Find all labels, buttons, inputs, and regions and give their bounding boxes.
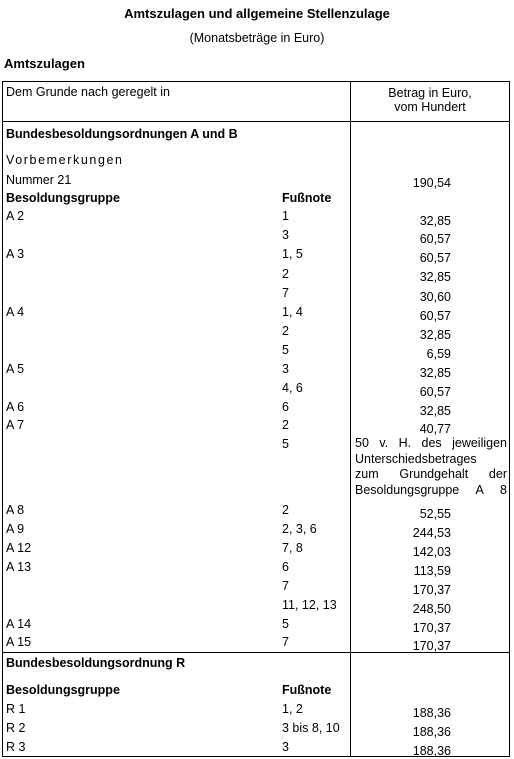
table-row-group: A 14 xyxy=(6,617,32,631)
table-row-value: 188,36 xyxy=(412,744,451,758)
table-row-value: 188,36 xyxy=(412,706,451,720)
table-row-footnote: 2 xyxy=(282,503,289,517)
a7-note xyxy=(355,436,507,498)
a7-note-line: 50 v. H. des jeweiligen xyxy=(355,436,507,450)
table-row-footnote: 1 xyxy=(282,209,289,223)
table-row-footnote: 1, 2 xyxy=(282,702,303,716)
table-row-value: 60,57 xyxy=(419,251,451,265)
table-row-value: 60,57 xyxy=(419,232,451,246)
table-row-group: R 3 xyxy=(6,740,26,754)
table-row-footnote: 11, 12, 13 xyxy=(282,598,337,612)
table-row-value: 52,55 xyxy=(419,507,451,521)
table-row-value: 32,85 xyxy=(419,328,451,342)
nummer-label: Nummer 21 xyxy=(6,173,72,187)
table-row-value: 6,59 xyxy=(426,347,451,361)
table-row-footnote: 1, 5 xyxy=(282,247,303,261)
table-row-group: A 4 xyxy=(6,305,25,319)
table-row-group: A 6 xyxy=(6,400,25,414)
header-right-line1: Betrag in Euro, xyxy=(388,86,472,100)
table-row-footnote: 5 xyxy=(282,437,289,451)
table-row-footnote: 2 xyxy=(282,324,289,338)
vorbemerkungen-label: Vorbemerkungen xyxy=(6,153,124,167)
table-row-group: A 12 xyxy=(6,541,32,555)
table-row-footnote: 5 xyxy=(282,617,289,631)
table-row-value: 244,53 xyxy=(412,526,451,540)
table-row-value: 170,37 xyxy=(412,639,451,653)
table-row-group: A 2 xyxy=(6,209,25,223)
table-row-footnote: 3 xyxy=(282,228,289,242)
header-left: Dem Grunde nach geregelt in xyxy=(6,85,170,99)
table-row-value: 30,60 xyxy=(419,290,451,304)
table-row-value: 60,57 xyxy=(419,385,451,399)
nummer-value: 190,54 xyxy=(412,176,451,190)
table-row-footnote: 6 xyxy=(282,560,289,574)
col-group-header-r: Besoldungsgruppe xyxy=(6,683,120,697)
table-row-footnote: 5 xyxy=(282,343,289,357)
col-group-header: Besoldungsgruppe xyxy=(6,191,120,205)
table-row-footnote: 7 xyxy=(282,579,289,593)
table-row-group: A 8 xyxy=(6,503,25,517)
table-row-group: A 5 xyxy=(6,362,25,376)
a7-note-line: Besoldungsgruppe A 8 xyxy=(355,482,507,497)
table-row-group: A 13 xyxy=(6,560,32,574)
table-row-footnote: 2 xyxy=(282,267,289,281)
table-row-group: A 7 xyxy=(6,418,25,432)
a7-note-line: zum Grundgehalt der xyxy=(355,467,507,481)
part-ab-heading: Bundesbesoldungsordnungen A und B xyxy=(6,127,238,141)
table-row-footnote: 6 xyxy=(282,400,289,414)
col-footnote-header-r: Fußnote xyxy=(282,683,332,697)
table-row-group: R 1 xyxy=(6,702,26,716)
table-row-value: 142,03 xyxy=(412,545,451,559)
table-row-group: R 2 xyxy=(6,721,26,735)
table-row-value: 170,37 xyxy=(412,621,451,635)
table-row-footnote: 2 xyxy=(282,418,289,432)
table-row-footnote: 3 bis 8, 10 xyxy=(282,721,340,735)
table-row-value: 32,85 xyxy=(419,270,451,284)
col-footnote-header: Fußnote xyxy=(282,191,332,205)
table-row-value: 188,36 xyxy=(412,725,451,739)
table-row-value: 32,85 xyxy=(419,404,451,418)
page-subtitle: (Monatsbeträge in Euro) xyxy=(189,31,325,45)
header-divider xyxy=(3,121,509,122)
part-r-heading: Bundesbesoldungsordnung R xyxy=(6,656,186,670)
table-row-value: 170,37 xyxy=(412,583,451,597)
table-row-value: 113,59 xyxy=(413,564,451,578)
table-row-footnote: 7 xyxy=(282,286,289,300)
table-row-value: 248,50 xyxy=(412,602,451,616)
table-row-group: A 3 xyxy=(6,247,25,261)
a7-note-line: Unterschiedsbetrages xyxy=(355,451,477,466)
table-row-footnote: 7, 8 xyxy=(282,541,303,555)
table-row-group: A 9 xyxy=(6,522,25,536)
header-right-line2: vom Hundert xyxy=(394,100,466,114)
table-row-footnote: 4, 6 xyxy=(282,381,303,395)
table-row-value: 32,85 xyxy=(419,214,451,228)
table-row-value: 60,57 xyxy=(419,309,451,323)
table-row-footnote: 2, 3, 6 xyxy=(282,522,317,536)
table-row-value: 32,85 xyxy=(419,366,451,380)
column-divider xyxy=(350,82,351,756)
section-heading: Amtszulagen xyxy=(4,56,85,71)
table-row-group: A 15 xyxy=(6,635,32,649)
page-title: Amtszulagen und allgemeine Stellenzulage xyxy=(124,6,390,21)
table-row-footnote: 7 xyxy=(282,635,289,649)
allowance-table xyxy=(2,81,510,757)
table-row-value: 40,77 xyxy=(419,422,451,436)
table-row-footnote: 1, 4 xyxy=(282,305,303,319)
table-row-footnote: 3 xyxy=(282,362,289,376)
table-row-footnote: 3 xyxy=(282,740,289,754)
